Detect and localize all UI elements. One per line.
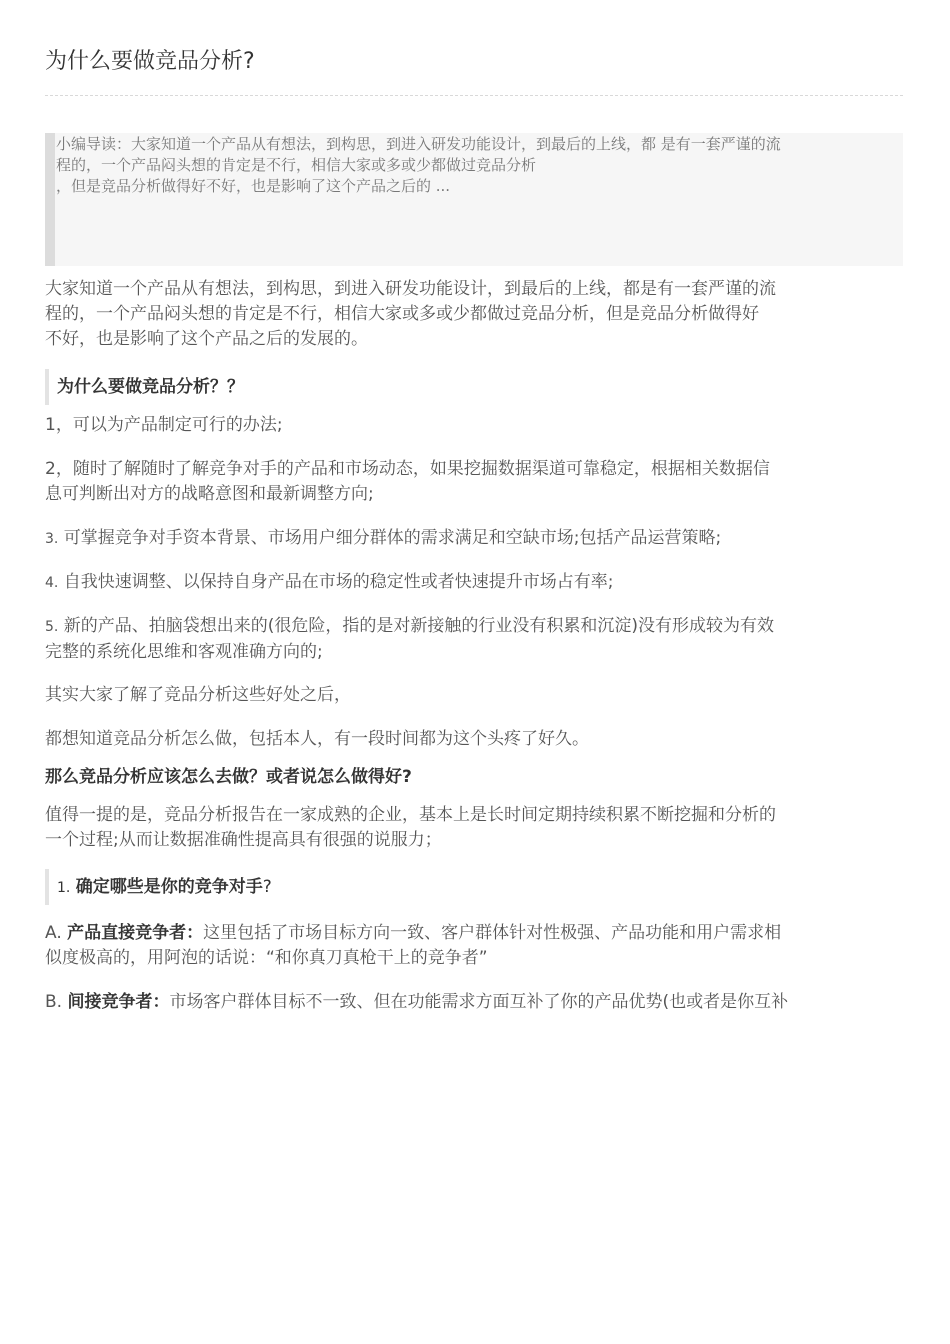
intro-paragraph: 大家知道一个产品从有想法，到构思，到进入研发功能设计，到最后的上线，都是有一套严谨的流 程的，一个产品闷头想的肯定是不行，相信大家或多或少都做过竞品分析，但是竞品分析做得好 不好，也是影响了这个产品之后的发展的。	[45, 279, 776, 349]
note-paragraph: 值得一提的是，竞品分析报告在一家成熟的企业，基本上是长时间定期持续积累不断挖掘和分析的 一个过程;从而让数据准确性提高具有很强的说服力；	[45, 805, 776, 850]
reason-item: 1，可以为产品制定可行的办法;	[45, 415, 283, 435]
reason-item: 3. 可掌握竞争对手资本背景、市场用户细分群体的需求满足和空缺市场;包括产品运营策略;	[45, 528, 722, 548]
section-heading: 为什么要做竞品分析？？	[57, 377, 244, 397]
step-heading: 1. 确定哪些是你的竞争对手?	[57, 877, 272, 897]
title-divider	[45, 95, 903, 96]
heading-quote-bar	[45, 369, 49, 405]
paragraph: 都想知道竞品分析怎么做，包括本人，有一段时间都为这个头疼了好久。	[45, 729, 589, 749]
competitor-type-a: A. 产品直接竞争者：这里包括了市场目标方向一致、客户群体针对性极强、产品功能和用户需求相 似度极高的，用阿泡的话说：“和你真刀真枪干上的竞争者”	[45, 923, 782, 968]
reason-item: 2，随时了解随时了解竞争对手的产品和市场动态，如果挖掘数据渠道可靠稳定，根据相关数据信 息可判断出对方的战略意图和最新调整方向;	[45, 459, 770, 504]
summary-box	[45, 133, 903, 266]
section-heading: 那么竞品分析应该怎么去做？或者说怎么做得好?	[45, 767, 412, 787]
reason-item: 4. 自我快速调整、以保持自身产品在市场的稳定性或者快速提升市场占有率;	[45, 572, 614, 592]
summary-line: 小编导读：大家知道一个产品从有想法，到构思，到进入研发功能设计，到最后的上线，都 是有一套严谨的流	[56, 135, 781, 153]
article-title: 为什么要做竞品分析?	[45, 49, 255, 74]
paragraph: 其实大家了解了竞品分析这些好处之后，	[45, 685, 351, 705]
summary-line: 程的，一个产品闷头想的肯定是不行，相信大家或多或少都做过竞品分析	[56, 156, 537, 174]
summary-line: ，但是竞品分析做得好不好，也是影响了这个产品之后的 ...	[56, 177, 451, 195]
reason-item: 5. 新的产品、拍脑袋想出来的(很危险，指的是对新接触的行业没有积累和沉淀)没有形成较为有效 完整的系统化思维和客观准确方向的;	[45, 616, 775, 662]
heading-quote-bar	[45, 869, 49, 905]
competitor-type-b: B. 间接竞争者：市场客户群体目标不一致、但在功能需求方面互补了你的产品优势(也或者是你互补	[45, 992, 789, 1012]
